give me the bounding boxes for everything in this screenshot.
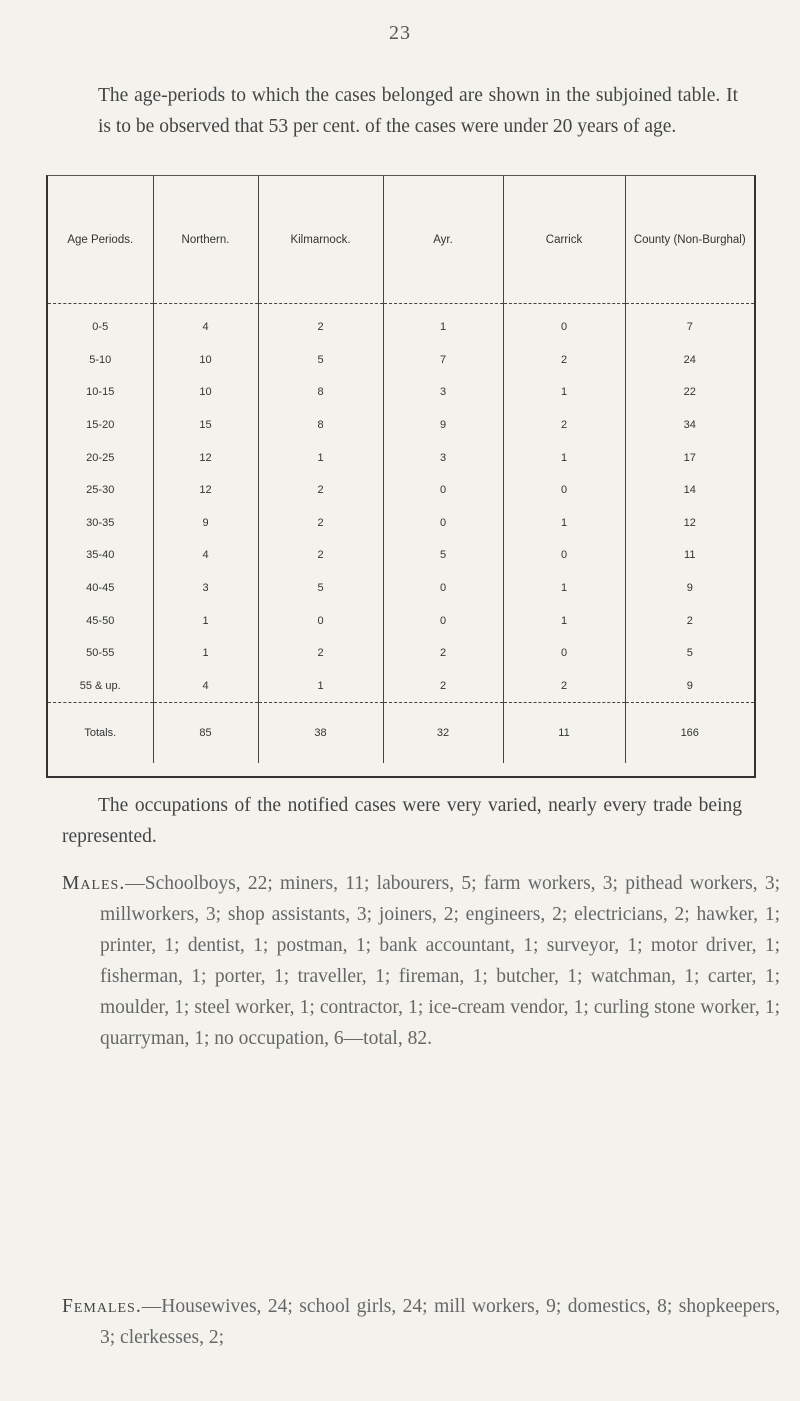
males-paragraph bbox=[62, 868, 780, 1054]
table-row bbox=[48, 670, 754, 703]
cell-carrick: 1 bbox=[503, 572, 625, 605]
cell-carrick: 1 bbox=[503, 507, 625, 540]
cell-northern: 12 bbox=[153, 441, 258, 474]
cell-carrick: 2 bbox=[503, 670, 625, 703]
totals-label: Totals. bbox=[48, 703, 153, 764]
page-number: 23 bbox=[389, 22, 411, 44]
cell-carrick: 0 bbox=[503, 539, 625, 572]
totals-carrick: 11 bbox=[503, 703, 625, 764]
table-row bbox=[48, 474, 754, 507]
cell-ayr: 1 bbox=[383, 304, 503, 344]
cell-county: 9 bbox=[686, 679, 693, 692]
cell-kilmarnock: 8 bbox=[258, 409, 383, 442]
cell-age: 10-15 bbox=[48, 376, 153, 409]
cell-northern: 4 bbox=[153, 539, 258, 572]
cell-age: 55 & up. bbox=[48, 670, 153, 703]
cell-carrick: 1 bbox=[503, 376, 625, 409]
males-label: Males. bbox=[62, 873, 126, 894]
cell-northern: 1 bbox=[153, 604, 258, 637]
cell-county: 9 bbox=[686, 582, 693, 595]
cell-county: 17 bbox=[683, 451, 696, 464]
header-kilmarnock: Kilmarnock. bbox=[258, 176, 383, 304]
cell-ayr: 3 bbox=[383, 376, 503, 409]
header-age-periods: Age Periods. bbox=[48, 176, 153, 304]
totals-row bbox=[48, 703, 754, 764]
table-row bbox=[48, 637, 754, 670]
occupations-paragraph: The occupations of the notified cases were very varied, nearly every trade being represented. bbox=[62, 795, 742, 847]
table-row bbox=[48, 441, 754, 474]
cell-kilmarnock: 2 bbox=[258, 474, 383, 507]
females-label: Females. bbox=[62, 1296, 142, 1317]
cell-kilmarnock: 2 bbox=[258, 304, 383, 344]
totals-kilmarnock: 38 bbox=[258, 703, 383, 764]
cell-kilmarnock: 1 bbox=[258, 441, 383, 474]
cell-kilmarnock: 1 bbox=[258, 670, 383, 703]
cell-age: 45-50 bbox=[48, 604, 153, 637]
cell-northern: 4 bbox=[153, 670, 258, 703]
table-row bbox=[48, 409, 754, 442]
cell-northern: 12 bbox=[153, 474, 258, 507]
header-ayr: Ayr. bbox=[383, 176, 503, 304]
cell-ayr: 9 bbox=[383, 409, 503, 442]
totals-ayr: 32 bbox=[383, 703, 503, 764]
table-body bbox=[48, 304, 754, 703]
cell-county: 11 bbox=[684, 549, 696, 562]
females-paragraph bbox=[62, 1291, 780, 1353]
age-period-table bbox=[46, 175, 756, 778]
cell-ayr: 0 bbox=[383, 507, 503, 540]
females-text: —Housewives, 24; school girls, 24; mill workers, 9; domestics, 8; shopkeepers, 3; clerkesses, 2; bbox=[100, 1296, 780, 1348]
cell-carrick: 2 bbox=[503, 409, 625, 442]
cell-county: 7 bbox=[686, 321, 693, 334]
cell-carrick: 0 bbox=[503, 474, 625, 507]
totals-county: 166 bbox=[625, 703, 754, 764]
cell-carrick: 0 bbox=[503, 637, 625, 670]
totals-northern: 85 bbox=[153, 703, 258, 764]
table-row bbox=[48, 539, 754, 572]
cell-ayr: 2 bbox=[383, 670, 503, 703]
males-text: —Schoolboys, 22; miners, 11; labourers, 5; farm workers, 3; pithead workers, 3; millworkers, 3; shop assistants, 3; joiners, 2; engineers, 2; electricians, 2; hawker, 1; printer, 1; dentist, 1; postman, 1; bank accountant, 1; surveyor, 1; motor driver, 1; fisherman, 1; porter, 1; traveller, 1; fireman, 1; butcher, 1; watchman, 1; carter, 1; moulder, 1; steel worker, 1; contractor, 1; ice-cream vendor, 1; curling stone worker, 1; quarryman, 1; no occupation, 6—total, 82. bbox=[100, 873, 780, 1049]
cell-ayr: 0 bbox=[383, 572, 503, 605]
cell-kilmarnock: 5 bbox=[258, 572, 383, 605]
cell-age: 25-30 bbox=[48, 474, 153, 507]
table-row bbox=[48, 507, 754, 540]
table-header-row bbox=[48, 176, 754, 304]
intro-paragraph: The age-periods to which the cases belonged are shown in the subjoined table. It is to be observed that 53 per cent. of the cases were under 20 years of age. bbox=[98, 85, 738, 137]
cell-age: 0-5 bbox=[48, 304, 153, 344]
cell-carrick: 1 bbox=[503, 604, 625, 637]
cell-carrick: 0 bbox=[503, 304, 625, 344]
cell-ayr: 5 bbox=[383, 539, 503, 572]
table-row bbox=[48, 304, 754, 344]
cell-carrick: 1 bbox=[503, 441, 625, 474]
cell-county: 5 bbox=[686, 647, 693, 660]
cell-northern: 10 bbox=[153, 344, 258, 377]
cell-age: 5-10 bbox=[48, 344, 153, 377]
cell-age: 35-40 bbox=[48, 539, 153, 572]
cell-county: 24 bbox=[683, 353, 696, 366]
cell-kilmarnock: 2 bbox=[258, 507, 383, 540]
cell-age: 20-25 bbox=[48, 441, 153, 474]
table-row bbox=[48, 572, 754, 605]
cell-county: 34 bbox=[683, 419, 696, 432]
cell-kilmarnock: 0 bbox=[258, 604, 383, 637]
cell-northern: 9 bbox=[153, 507, 258, 540]
cell-ayr: 0 bbox=[383, 604, 503, 637]
cell-ayr: 2 bbox=[383, 637, 503, 670]
cell-ayr: 7 bbox=[383, 344, 503, 377]
cell-age: 40-45 bbox=[48, 572, 153, 605]
table-row bbox=[48, 376, 754, 409]
cell-county: 2 bbox=[686, 614, 693, 627]
cell-ayr: 3 bbox=[383, 441, 503, 474]
cell-kilmarnock: 2 bbox=[258, 637, 383, 670]
header-county: County (Non-Burghal) bbox=[625, 176, 754, 304]
cell-northern: 3 bbox=[153, 572, 258, 605]
cell-kilmarnock: 2 bbox=[258, 539, 383, 572]
cell-northern: 1 bbox=[153, 637, 258, 670]
cell-kilmarnock: 5 bbox=[258, 344, 383, 377]
cell-age: 30-35 bbox=[48, 507, 153, 540]
cell-carrick: 2 bbox=[503, 344, 625, 377]
header-carrick: Carrick bbox=[503, 176, 625, 304]
cell-ayr: 0 bbox=[383, 474, 503, 507]
table-row bbox=[48, 604, 754, 637]
cell-age: 15-20 bbox=[48, 409, 153, 442]
cell-northern: 10 bbox=[153, 376, 258, 409]
cell-county: 22 bbox=[683, 386, 696, 399]
cell-kilmarnock: 8 bbox=[258, 376, 383, 409]
cell-county: 14 bbox=[683, 484, 696, 497]
cell-county: 12 bbox=[683, 516, 696, 529]
table-row bbox=[48, 344, 754, 377]
header-northern: Northern. bbox=[153, 176, 258, 304]
cell-age: 50-55 bbox=[48, 637, 153, 670]
cell-northern: 4 bbox=[153, 304, 258, 344]
cell-northern: 15 bbox=[153, 409, 258, 442]
